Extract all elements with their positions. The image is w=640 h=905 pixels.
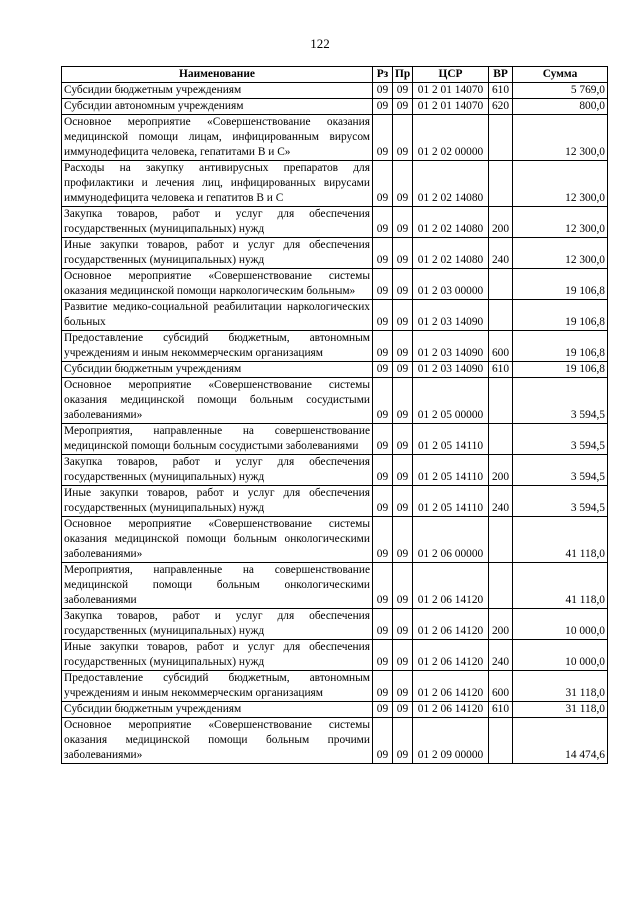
- cell-csr: 01 2 02 14080: [413, 207, 489, 238]
- cell-name: Иные закупки товаров, работ и услуг для обеспечения государственных (муниципальных) нужд: [62, 640, 373, 671]
- cell-pr: 09: [393, 161, 413, 207]
- cell-vr: [489, 517, 513, 563]
- cell-sum: 19 106,8: [513, 362, 608, 378]
- cell-csr: 01 2 05 14110: [413, 424, 489, 455]
- table-header-row: [62, 67, 608, 83]
- table-row: [62, 486, 608, 517]
- header-rz: Рз: [373, 67, 393, 83]
- cell-sum: 10 000,0: [513, 640, 608, 671]
- cell-pr: 09: [393, 331, 413, 362]
- cell-sum: 3 594,5: [513, 486, 608, 517]
- cell-csr: 01 2 01 14070: [413, 99, 489, 115]
- cell-sum: 41 118,0: [513, 563, 608, 609]
- cell-pr: 09: [393, 115, 413, 161]
- cell-name: Субсидии бюджетным учреждениям: [62, 362, 373, 378]
- cell-rz: 09: [373, 115, 393, 161]
- cell-csr: 01 2 09 00000: [413, 718, 489, 764]
- cell-rz: 09: [373, 640, 393, 671]
- cell-sum: 3 594,5: [513, 378, 608, 424]
- cell-vr: [489, 424, 513, 455]
- cell-pr: 09: [393, 300, 413, 331]
- cell-pr: 09: [393, 517, 413, 563]
- table-row: [62, 455, 608, 486]
- cell-rz: 09: [373, 161, 393, 207]
- cell-name: Субсидии бюджетным учреждениям: [62, 702, 373, 718]
- cell-csr: 01 2 03 14090: [413, 331, 489, 362]
- cell-csr: 01 2 02 14080: [413, 238, 489, 269]
- cell-sum: 3 594,5: [513, 424, 608, 455]
- cell-name: Иные закупки товаров, работ и услуг для обеспечения государственных (муниципальных) нужд: [62, 486, 373, 517]
- budget-table: [61, 66, 608, 764]
- cell-rz: 09: [373, 718, 393, 764]
- cell-pr: 09: [393, 362, 413, 378]
- table-body: [62, 83, 608, 764]
- cell-rz: 09: [373, 238, 393, 269]
- cell-rz: 09: [373, 207, 393, 238]
- cell-csr: 01 2 06 14120: [413, 702, 489, 718]
- cell-vr: 200: [489, 207, 513, 238]
- cell-sum: 19 106,8: [513, 331, 608, 362]
- cell-csr: 01 2 06 14120: [413, 563, 489, 609]
- table-row: [62, 640, 608, 671]
- table-row: [62, 563, 608, 609]
- cell-pr: 09: [393, 702, 413, 718]
- cell-name: Предоставление субсидий бюджетным, автономным учреждениям и иным некоммерческим организациям: [62, 331, 373, 362]
- cell-pr: 09: [393, 718, 413, 764]
- cell-rz: 09: [373, 563, 393, 609]
- cell-sum: 5 769,0: [513, 83, 608, 99]
- table-row: [62, 362, 608, 378]
- table-row: [62, 378, 608, 424]
- cell-vr: 200: [489, 455, 513, 486]
- cell-sum: 19 106,8: [513, 269, 608, 300]
- cell-csr: 01 2 06 14120: [413, 609, 489, 640]
- cell-rz: 09: [373, 424, 393, 455]
- cell-pr: 09: [393, 99, 413, 115]
- cell-vr: 610: [489, 702, 513, 718]
- table-row: [62, 83, 608, 99]
- cell-csr: 01 2 02 00000: [413, 115, 489, 161]
- cell-csr: 01 2 03 14090: [413, 362, 489, 378]
- cell-rz: 09: [373, 486, 393, 517]
- cell-pr: 09: [393, 207, 413, 238]
- header-csr: ЦСР: [413, 67, 489, 83]
- cell-name: Мероприятия, направленные на совершенствование медицинской помощи больным онкологическими заболеваниями: [62, 563, 373, 609]
- table-row: [62, 207, 608, 238]
- cell-vr: 600: [489, 331, 513, 362]
- cell-rz: 09: [373, 269, 393, 300]
- cell-csr: 01 2 05 00000: [413, 378, 489, 424]
- cell-vr: [489, 300, 513, 331]
- table-row: [62, 238, 608, 269]
- cell-sum: 12 300,0: [513, 115, 608, 161]
- cell-csr: 01 2 03 00000: [413, 269, 489, 300]
- cell-vr: 240: [489, 238, 513, 269]
- cell-csr: 01 2 01 14070: [413, 83, 489, 99]
- table-row: [62, 671, 608, 702]
- table-row: [62, 300, 608, 331]
- table-row: [62, 517, 608, 563]
- cell-pr: 09: [393, 424, 413, 455]
- cell-name: Субсидии бюджетным учреждениям: [62, 83, 373, 99]
- cell-csr: 01 2 05 14110: [413, 486, 489, 517]
- cell-name: Закупка товаров, работ и услуг для обеспечения государственных (муниципальных) нужд: [62, 207, 373, 238]
- cell-name: Расходы на закупку антивирусных препаратов для профилактики и лечения лиц, инфицированных вирусами иммунодефицита человека и гепатитов В и С: [62, 161, 373, 207]
- cell-rz: 09: [373, 378, 393, 424]
- table-row: [62, 609, 608, 640]
- cell-name: Основное мероприятие «Совершенствование системы оказания медицинской помощи больным прочими заболеваниями»: [62, 718, 373, 764]
- cell-pr: 09: [393, 563, 413, 609]
- cell-name: Иные закупки товаров, работ и услуг для обеспечения государственных (муниципальных) нужд: [62, 238, 373, 269]
- cell-pr: 09: [393, 640, 413, 671]
- cell-rz: 09: [373, 362, 393, 378]
- table-row: [62, 718, 608, 764]
- cell-csr: 01 2 06 00000: [413, 517, 489, 563]
- cell-pr: 09: [393, 455, 413, 486]
- cell-vr: [489, 378, 513, 424]
- cell-vr: [489, 269, 513, 300]
- cell-rz: 09: [373, 300, 393, 331]
- table-row: [62, 331, 608, 362]
- cell-name: Основное мероприятие «Совершенствование системы оказания медицинской помощи наркологическим больным»: [62, 269, 373, 300]
- cell-vr: 240: [489, 640, 513, 671]
- cell-pr: 09: [393, 238, 413, 269]
- cell-name: Развитие медико-социальной реабилитации наркологических больных: [62, 300, 373, 331]
- cell-sum: 19 106,8: [513, 300, 608, 331]
- cell-csr: 01 2 05 14110: [413, 455, 489, 486]
- cell-vr: [489, 718, 513, 764]
- table-row: [62, 161, 608, 207]
- cell-rz: 09: [373, 99, 393, 115]
- cell-sum: 41 118,0: [513, 517, 608, 563]
- cell-sum: 31 118,0: [513, 702, 608, 718]
- cell-name: Основное мероприятие «Совершенствование оказания медицинской помощи лицам, инфицированным вирусом иммунодефицита человека, гепатитами В и С»: [62, 115, 373, 161]
- cell-vr: 600: [489, 671, 513, 702]
- cell-vr: [489, 115, 513, 161]
- cell-rz: 09: [373, 83, 393, 99]
- table-row: [62, 99, 608, 115]
- cell-vr: 610: [489, 83, 513, 99]
- cell-sum: 10 000,0: [513, 609, 608, 640]
- cell-rz: 09: [373, 702, 393, 718]
- cell-vr: 200: [489, 609, 513, 640]
- cell-vr: [489, 563, 513, 609]
- cell-sum: 31 118,0: [513, 671, 608, 702]
- cell-name: Основное мероприятие «Совершенствование системы оказания медицинской помощи больным сосудистыми заболеваниями»: [62, 378, 373, 424]
- cell-vr: 620: [489, 99, 513, 115]
- cell-pr: 09: [393, 609, 413, 640]
- cell-csr: 01 2 03 14090: [413, 300, 489, 331]
- table-row: [62, 115, 608, 161]
- cell-name: Основное мероприятие «Совершенствование системы оказания медицинской помощи больным онкологическими заболеваниями»: [62, 517, 373, 563]
- cell-pr: 09: [393, 671, 413, 702]
- cell-name: Предоставление субсидий бюджетным, автономным учреждениям и иным некоммерческим организациям: [62, 671, 373, 702]
- cell-sum: 12 300,0: [513, 238, 608, 269]
- cell-vr: 610: [489, 362, 513, 378]
- cell-vr: [489, 161, 513, 207]
- header-name: Наименование: [62, 67, 373, 83]
- cell-vr: 240: [489, 486, 513, 517]
- cell-rz: 09: [373, 671, 393, 702]
- cell-rz: 09: [373, 455, 393, 486]
- header-sum: Сумма: [513, 67, 608, 83]
- table-row: [62, 702, 608, 718]
- table-row: [62, 424, 608, 455]
- cell-sum: 12 300,0: [513, 207, 608, 238]
- cell-pr: 09: [393, 83, 413, 99]
- cell-name: Закупка товаров, работ и услуг для обеспечения государственных (муниципальных) нужд: [62, 609, 373, 640]
- cell-name: Закупка товаров, работ и услуг для обеспечения государственных (муниципальных) нужд: [62, 455, 373, 486]
- cell-pr: 09: [393, 486, 413, 517]
- cell-rz: 09: [373, 331, 393, 362]
- cell-sum: 14 474,6: [513, 718, 608, 764]
- cell-name: Мероприятия, направленные на совершенствование медицинской помощи больным сосудистыми заболеваниями: [62, 424, 373, 455]
- cell-rz: 09: [373, 609, 393, 640]
- cell-csr: 01 2 02 14080: [413, 161, 489, 207]
- cell-csr: 01 2 06 14120: [413, 671, 489, 702]
- cell-pr: 09: [393, 269, 413, 300]
- table-row: [62, 269, 608, 300]
- cell-csr: 01 2 06 14120: [413, 640, 489, 671]
- header-pr: Пр: [393, 67, 413, 83]
- cell-sum: 12 300,0: [513, 161, 608, 207]
- cell-rz: 09: [373, 517, 393, 563]
- page-number: 122: [310, 36, 330, 51]
- cell-sum: 3 594,5: [513, 455, 608, 486]
- cell-sum: 800,0: [513, 99, 608, 115]
- cell-name: Субсидии автономным учреждениям: [62, 99, 373, 115]
- header-vr: ВР: [489, 67, 513, 83]
- cell-pr: 09: [393, 378, 413, 424]
